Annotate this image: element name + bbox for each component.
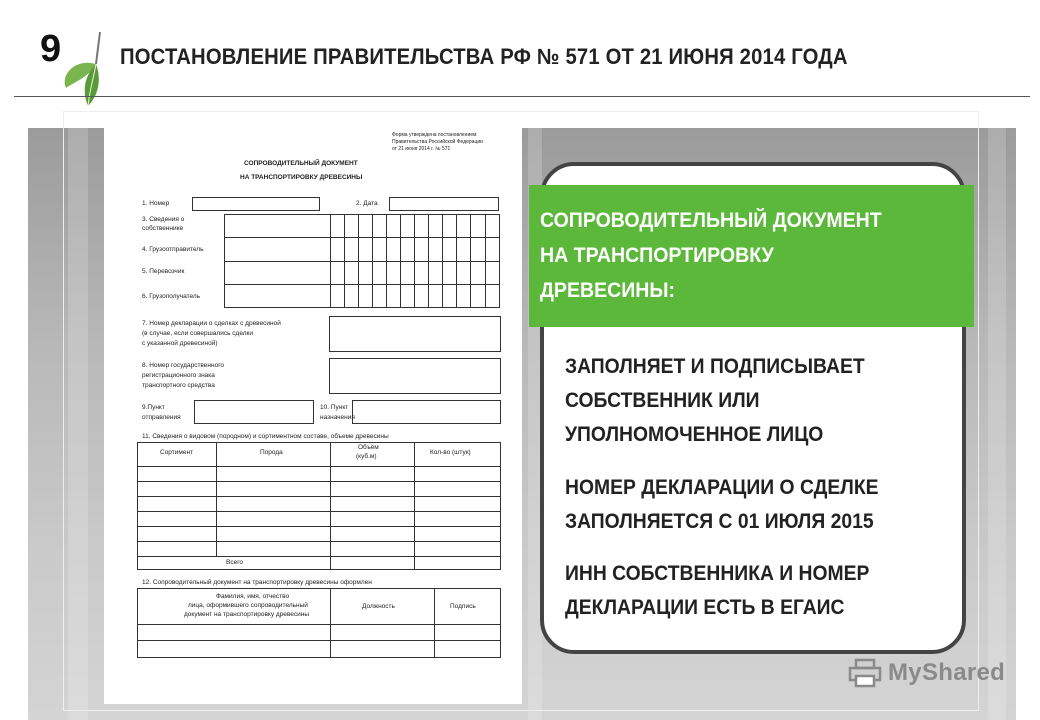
point-declaration: НОМЕР ДЕКЛАРАЦИИ О СДЕЛКЕ ЗАПОЛНЯЕТСЯ С 01 ИЮЛЯ 2015	[565, 476, 879, 533]
point-egais: ИНН СОБСТВЕННИКА И НОМЕР ДЕКЛАРАЦИИ ЕСТЬ В ЕГАИС	[565, 562, 870, 619]
info-banner: СОПРОВОДИТЕЛЬНЫЙ ДОКУМЕНТ НА ТРАНСПОРТИРОВКУ ДРЕВЕСИНЫ:	[529, 185, 974, 327]
watermark	[848, 658, 1005, 688]
title-divider	[14, 96, 1030, 97]
point-signing: ЗАПОЛНЯЕТ И ПОДПИСЫВАЕТ СОБСТВЕННИК ИЛИ УПОЛНОМОЧЕННОЕ ЛИЦО	[565, 355, 865, 446]
printer-icon	[848, 658, 882, 688]
page-title: ПОСТАНОВЛЕНИЕ ПРАВИТЕЛЬСТВА РФ № 571 ОТ 21 ИЮНЯ 2014 ГОДА	[120, 44, 848, 69]
form-document: Форма утверждена постановлением Правительства Российской Федерации от 21 июня 2014 г. № 571 СОПРОВОДИТЕЛЬНЫЙ ДОКУМЕНТ НА ТРАНСПОРТИРОВКУ ДРЕВЕСИНЫ 1. Номер 2. Дата 3. Сведения о собственнике 4. Грузоотправитель 5. Перевозчик 6. Грузополучатель 7. Номер декларации о сделках с древесиной (в случае, если совершались сделки с указанной древесиной) 8. Номер государственного регистрационного знака транспортного средства 9.Пункт отправления 10. Пункт назначения 11. Сведения о видовом (породном) и сортиментном составе, объеме древесины Сортимент Порода Объём (куб.м) Кол-во (штук) Всего 12. Сопроводительный документ на транспортировку древесины оформлен Фамилия, имя, отчество лица, оформившего сопроводительный документ на транспортировку древесины Должность Подпись	[104, 112, 522, 704]
watermark-text: MyShared	[888, 659, 1006, 686]
form-title: СОПРОВОДИТЕЛЬНЫЙ ДОКУМЕНТ	[244, 160, 358, 167]
slide-number: 9	[40, 28, 62, 70]
leaf-icon	[58, 30, 118, 110]
